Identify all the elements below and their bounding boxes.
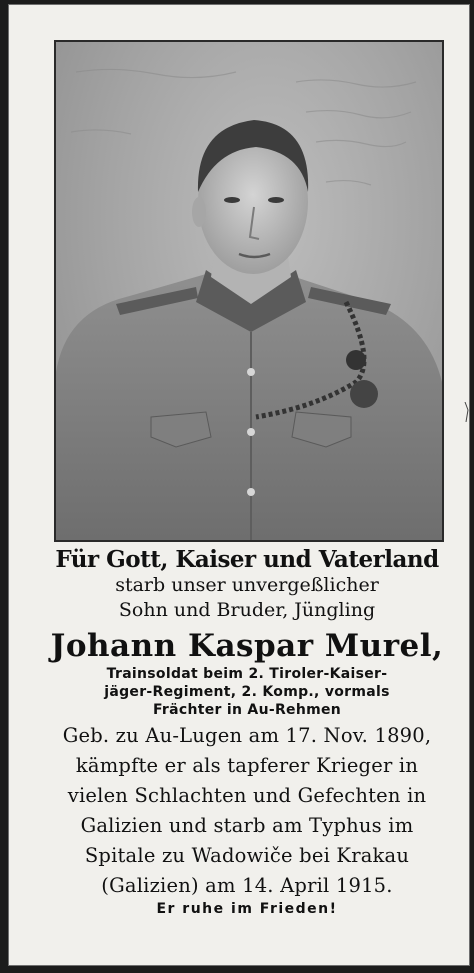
soldier-portrait-image xyxy=(56,42,442,540)
memorial-text xyxy=(38,544,456,917)
bio-line-3: vielen Schlachten und Gefechten in xyxy=(67,784,427,807)
memorial-card xyxy=(8,4,470,966)
deceased-name: Johann Kaspar Murel, xyxy=(50,628,444,664)
bio-line-6: (Galizien) am 14. April 1915. xyxy=(101,874,393,897)
bio-line-5: Spitale zu Wadowiče bei Krakau xyxy=(84,844,410,867)
closing-line: Er ruhe im Frieden! xyxy=(156,901,338,917)
intro-line-2: Sohn und Bruder, Jüngling xyxy=(118,599,376,621)
rank-line-2: jäger-Regiment, 2. Komp., vormals xyxy=(104,684,390,700)
bio-line-4: Galizien und starb am Typhus im xyxy=(80,814,414,837)
rank-line-3: Frächter in Au-Rehmen xyxy=(152,702,342,718)
bio-line-2: kämpfte er als tapferer Krieger in xyxy=(75,754,419,777)
intro-line-1: starb unser unvergeßlicher xyxy=(115,574,379,596)
rank-line-1: Trainsoldat beim 2. Tiroler-Kaiser- xyxy=(106,666,388,682)
bio-line-1: Geb. zu Au-Lugen am 17. Nov. 1890, xyxy=(62,724,432,747)
portrait-photo xyxy=(54,40,444,542)
motto-heading: Für Gott, Kaiser und Vaterland xyxy=(55,546,439,573)
paper-edge-mark xyxy=(464,402,470,422)
